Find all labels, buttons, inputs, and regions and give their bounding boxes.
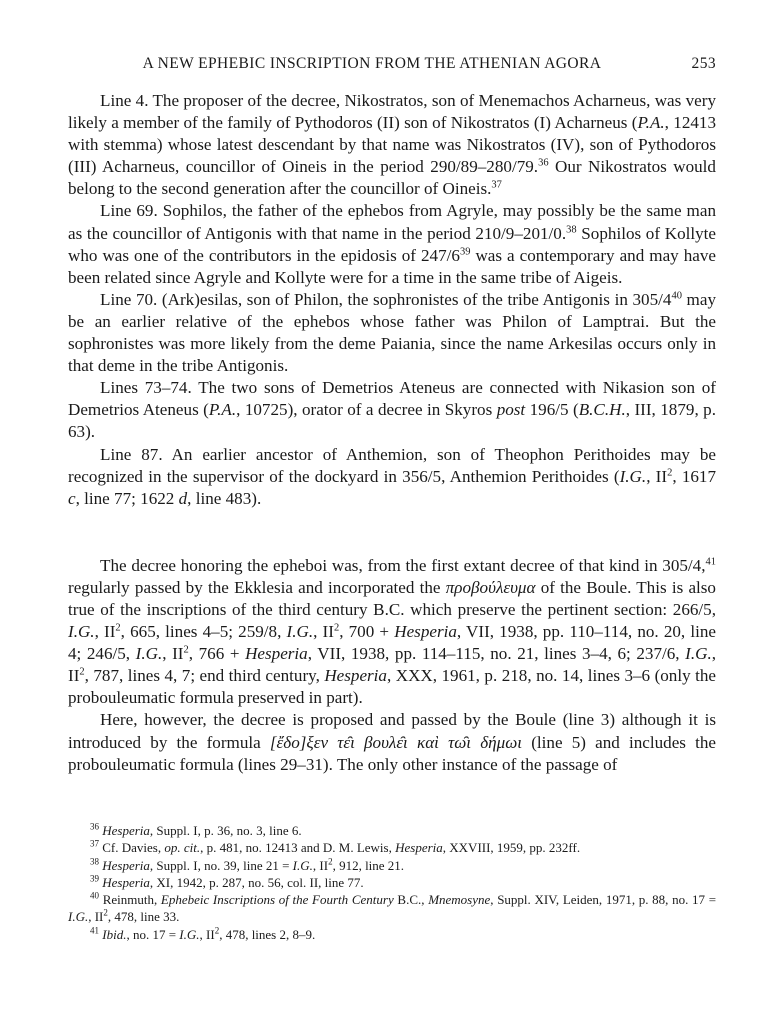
- journal-title: Hesperia: [324, 666, 387, 686]
- text-run: , line 77; 1622: [75, 488, 179, 508]
- text-run: was a contemporary and may have been related since Agryle and Kollyte were for a time in the same tribe of Aigeis.: [68, 245, 716, 287]
- text-run: Sophilos of Kollyte who was one of the contributors in the epidosis of 247/6: [68, 223, 716, 265]
- text-run: , II: [94, 622, 116, 642]
- text-run: regularly passed by the Ekklesia and incorporated the: [68, 577, 446, 597]
- text-run: Cf. Davies,: [102, 840, 165, 856]
- text-run: (line 5) and includes the probouleumatic formula (lines 29–31). The only other instance of the passage of: [68, 732, 716, 774]
- text-run: , 766 +: [188, 644, 246, 664]
- text-run: Lines 73–74. The two sons of Demetrios Ateneus are connected with Nikasion son of Demetrios Ateneus (: [68, 378, 716, 420]
- text-run: The decree honoring the epheboi was, from the first extant decree of that kind in 305/4,: [100, 555, 706, 575]
- text-run: , XXX, 1961, p. 218, no. 14, lines 3–6 (only the probouleumatic formula preserved in part).: [68, 666, 716, 708]
- footnote-ref: 37: [491, 179, 502, 191]
- text-run: , no. 17 =: [126, 926, 180, 942]
- citation-abbrev: B.C.H.: [578, 400, 626, 420]
- page-number: 253: [691, 55, 716, 72]
- footnote-38: [68, 857, 716, 874]
- era-abbrev: B.C.: [397, 892, 422, 908]
- journal-title: Hesperia: [394, 622, 457, 642]
- footnote-number: 40: [90, 890, 99, 901]
- journal-title: Hesperia: [102, 857, 150, 873]
- text-run: , p. 481, no. 12413 and D. M. Lewis,: [200, 840, 396, 856]
- journal-title: Hesperia: [245, 644, 308, 664]
- text-run: Reinmuth,: [102, 892, 161, 908]
- text-run: Line 70. (Ark)esilas, son of Philon, the sophronistes of the tribe Antigonis in 305/4: [100, 289, 672, 309]
- footnote-number: 41: [90, 925, 99, 936]
- footnote-number: 36: [90, 821, 99, 832]
- citation-abbrev: I.G.: [135, 644, 163, 664]
- text-run: , 12413 with stemma) whose latest descendant by that name was Nikostratos (IV), son of Pythodoros (III) Acharneus, councillor of Oineis in the period 290/89–280/79.: [68, 113, 717, 177]
- text-run: , II: [646, 466, 668, 486]
- footnote-ref: 39: [459, 245, 471, 257]
- greek-formula: [ἔδο]ξεν τε̑ι βουλε̑ι καὶ τω̑ι δήμωι: [269, 732, 523, 752]
- text-run: Line 87. An earlier ancestor of Anthemion, son of Theophon Perithoides may be recognized in the supervisor of the dockyard in 356/5, Anthemion Perithoides (: [68, 444, 716, 486]
- superscript: 2: [115, 622, 121, 634]
- running-head: [68, 55, 716, 77]
- footnote-40: [68, 891, 716, 926]
- footnote-ref: 41: [705, 556, 716, 568]
- text-run: may be an earlier relative of the ephebos whose father was Philon of Lamptrai. But the sophronistes was more likely from the deme Paiania, since the name Arkesilas occurs only in that deme in the tribe Antigonis.: [68, 289, 716, 376]
- latin-term: post: [496, 400, 526, 420]
- book-title: Ephebeic Inscriptions of the Fourth Century: [160, 892, 394, 908]
- text-run: , II: [312, 857, 329, 873]
- text-run: ,: [421, 892, 429, 908]
- text-run: which preserve the pertinent section: 266/5,: [404, 599, 716, 619]
- citation-abbrev: I.G.: [292, 857, 313, 873]
- text-run: , Suppl. XIV, Leiden, 1971, p. 88, no. 17 =: [490, 892, 717, 908]
- footnotes: [68, 822, 716, 943]
- body-text: [68, 90, 716, 776]
- text-run: Ibid.: [102, 926, 127, 942]
- text-run: , XXVIII, 1959, pp. 232ff.: [442, 840, 581, 856]
- citation-abbrev: I.G.: [685, 644, 712, 664]
- superscript: 2: [667, 466, 673, 478]
- section-gap: [68, 510, 716, 555]
- text-run: Line 4. The proposer of the decree, Nikostratos, son of Menemachos Acharneus, was very likely a member of the family of Pythodoros (II) son of Nikostratos (I) Acharneus (: [68, 91, 716, 133]
- footnote-ref: 38: [566, 223, 577, 235]
- citation-abbrev: I.G.: [179, 926, 200, 942]
- text-run: , VII, 1938, pp. 114–115, no. 21, lines 3–4, 6; 237/6,: [307, 644, 686, 664]
- paragraph-line-69: [68, 200, 716, 288]
- superscript: 2: [328, 856, 333, 867]
- text-run: , 700 +: [339, 622, 395, 642]
- footnote-39: [68, 874, 716, 891]
- era-abbrev: B.C.: [373, 599, 405, 619]
- text-run: 196/5 (: [525, 400, 579, 420]
- text-run: , Suppl. I, no. 39, line 21 =: [149, 857, 293, 873]
- journal-title: Hesperia: [102, 823, 150, 838]
- citation-abbrev: P.A.: [637, 113, 665, 133]
- text-run: , II: [199, 926, 215, 942]
- footnote-ref: 36: [538, 157, 549, 169]
- paragraph-decree: [68, 555, 716, 710]
- paragraph-here-however: [68, 709, 716, 775]
- text-run: , 787, lines 4, 7; end third century,: [84, 666, 325, 686]
- superscript: 2: [183, 644, 189, 656]
- superscript: 2: [333, 622, 340, 634]
- text-run: , 10725), orator of a decree in Skyros: [236, 400, 497, 420]
- footnote-36: [68, 822, 716, 839]
- journal-title: Hesperia: [102, 874, 150, 890]
- journal-title: Hesperia: [395, 840, 443, 856]
- superscript: 2: [214, 925, 220, 936]
- text-run: Line 69. Sophilos, the father of the ephebos from Agryle, may possibly be the same man as the councillor of Antigonis with that name in the period 210/9–201/0.: [68, 201, 716, 243]
- citation-abbrev: I.G.: [68, 909, 89, 925]
- text-run: d: [178, 488, 188, 508]
- citation-abbrev: P.A.: [208, 400, 237, 420]
- text-run: , 1617: [672, 466, 717, 486]
- greek-term: προβούλευμα: [445, 577, 536, 597]
- paragraph-line-87: [68, 444, 716, 510]
- footnote-37: [68, 839, 716, 856]
- footnote-number: 39: [90, 873, 99, 884]
- text-run: , 478, lines 2, 8–9.: [219, 926, 316, 942]
- text-run: , II: [68, 644, 717, 686]
- footnote-number: 38: [90, 856, 99, 867]
- paragraph-line-4: [68, 90, 716, 200]
- text-run: of the Boule. This is also true of the inscriptions of the third century: [68, 577, 716, 619]
- paragraph-lines-73-74: [68, 377, 716, 443]
- paragraph-line-70: [68, 289, 716, 377]
- superscript: 2: [103, 908, 108, 919]
- footnote-ref: 40: [671, 290, 682, 302]
- text-run: , III, 1879, p. 63).: [68, 400, 716, 442]
- text-run: , line 483).: [187, 488, 262, 508]
- superscript: 2: [79, 666, 85, 678]
- journal-title: Mnemosyne: [428, 892, 491, 908]
- text-run: c: [68, 488, 76, 508]
- citation-abbrev: I.G.: [68, 622, 95, 642]
- text-run: , XI, 1942, p. 287, no. 56, col. II, line 77.: [149, 874, 364, 890]
- text-run: , II: [313, 622, 334, 642]
- text-run: , II: [162, 644, 184, 664]
- text-run: Our Nikostratos would belong to the second generation after the councillor of Oineis.: [68, 157, 716, 199]
- citation-abbrev: I.G.: [286, 622, 314, 642]
- text-run: , VII, 1938, pp. 110–114, no. 20, line 4; 246/5,: [68, 622, 716, 664]
- footnote-41: [68, 926, 716, 943]
- citation-abbrev: I.G.: [619, 466, 647, 486]
- text-run: op. cit.: [164, 840, 201, 856]
- text-run: , 478, line 33.: [107, 909, 180, 925]
- running-title: A NEW EPHEBIC INSCRIPTION FROM THE ATHENIAN AGORA: [142, 55, 602, 72]
- text-run: Here, however, the decree is proposed and passed by the Boule (line 3) although it is introduced by the formula: [68, 710, 716, 752]
- text-run: , 665, lines 4–5; 259/8,: [120, 622, 287, 642]
- text-run: , 912, line 21.: [332, 857, 405, 873]
- text-run: , Suppl. I, p. 36, no. 3, line 6.: [149, 823, 302, 838]
- text-run: , II: [88, 909, 104, 925]
- footnote-number: 37: [90, 838, 99, 849]
